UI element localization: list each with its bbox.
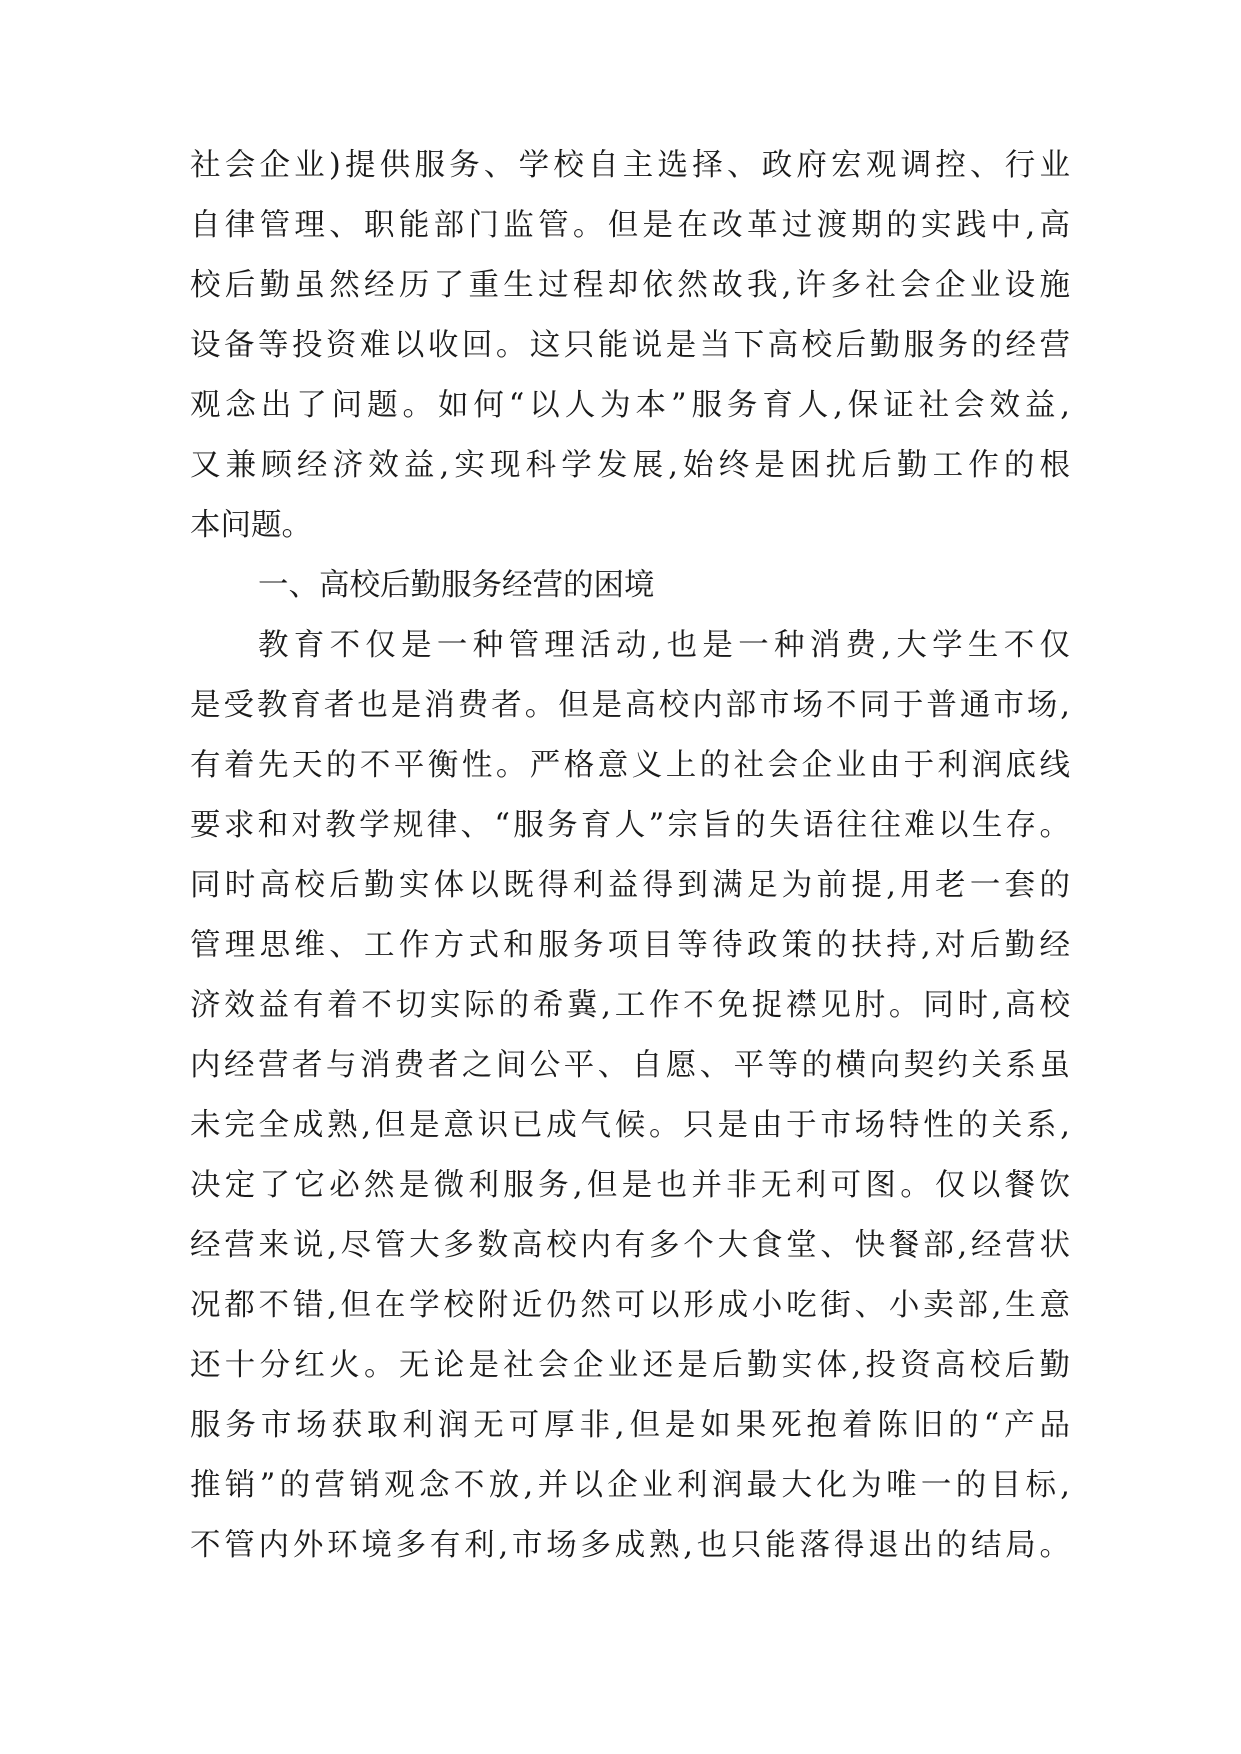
- text-line: 同时高校后勤实体以既得利益得到满足为前提,用老一套的: [190, 868, 1070, 903]
- text-line: 管理思维、工作方式和服务项目等待政策的扶持,对后勤经: [190, 928, 1070, 963]
- text-line: 有着先天的不平衡性。严格意义上的社会企业由于利润底线: [190, 748, 1070, 783]
- text-line: 设备等投资难以收回。这只能说是当下高校后勤服务的经营: [190, 328, 1070, 363]
- text-line: 观念出了问题。如何“以人为本”服务育人,保证社会效益,: [190, 388, 1070, 423]
- section-heading-text: 一、高校后勤服务经营的困境: [258, 568, 655, 603]
- text-line: 还十分红火。无论是社会企业还是后勤实体,投资高校后勤: [190, 1348, 1070, 1383]
- text-line: 本问题。: [190, 508, 312, 543]
- text-line: 决定了它必然是微利服务,但是也并非无利可图。仅以餐饮: [190, 1168, 1070, 1203]
- text-line: 是受教育者也是消费者。但是高校内部市场不同于普通市场,: [190, 688, 1070, 723]
- paragraph-intro: [190, 136, 1070, 556]
- paragraph-dilemma: [190, 616, 1070, 1576]
- text-line: 济效益有着不切实际的希冀,工作不免捉襟见肘。同时,高校: [190, 988, 1070, 1023]
- section-heading: [190, 556, 1070, 616]
- text-line: 推销”的营销观念不放,并以企业利润最大化为唯一的目标,: [190, 1468, 1070, 1503]
- text-line: 服务市场获取利润无可厚非,但是如果死抱着陈旧的“产品: [190, 1408, 1070, 1443]
- text-line: 况都不错,但在学校附近仍然可以形成小吃街、小卖部,生意: [190, 1288, 1070, 1323]
- text-line: 自律管理、职能部门监管。但是在改革过渡期的实践中,高: [190, 208, 1070, 243]
- text-line: 不管内外环境多有利,市场多成熟,也只能落得退出的结局。: [190, 1528, 1070, 1563]
- text-line: 未完全成熟,但是意识已成气候。只是由于市场特性的关系,: [190, 1108, 1070, 1143]
- text-line: 经营来说,尽管大多数高校内有多个大食堂、快餐部,经营状: [190, 1228, 1070, 1263]
- text-line: 校后勤虽然经历了重生过程却依然故我,许多社会企业设施: [190, 268, 1070, 303]
- text-line: 内经营者与消费者之间公平、自愿、平等的横向契约关系虽: [190, 1048, 1070, 1083]
- text-line: 要求和对教学规律、“服务育人”宗旨的失语往往难以生存。: [190, 808, 1070, 843]
- text-line: 教育不仅是一种管理活动,也是一种消费,大学生不仅: [258, 628, 1070, 663]
- text-line: 又兼顾经济效益,实现科学发展,始终是困扰后勤工作的根: [190, 448, 1070, 483]
- text-line: 社会企业)提供服务、学校自主选择、政府宏观调控、行业: [190, 148, 1070, 183]
